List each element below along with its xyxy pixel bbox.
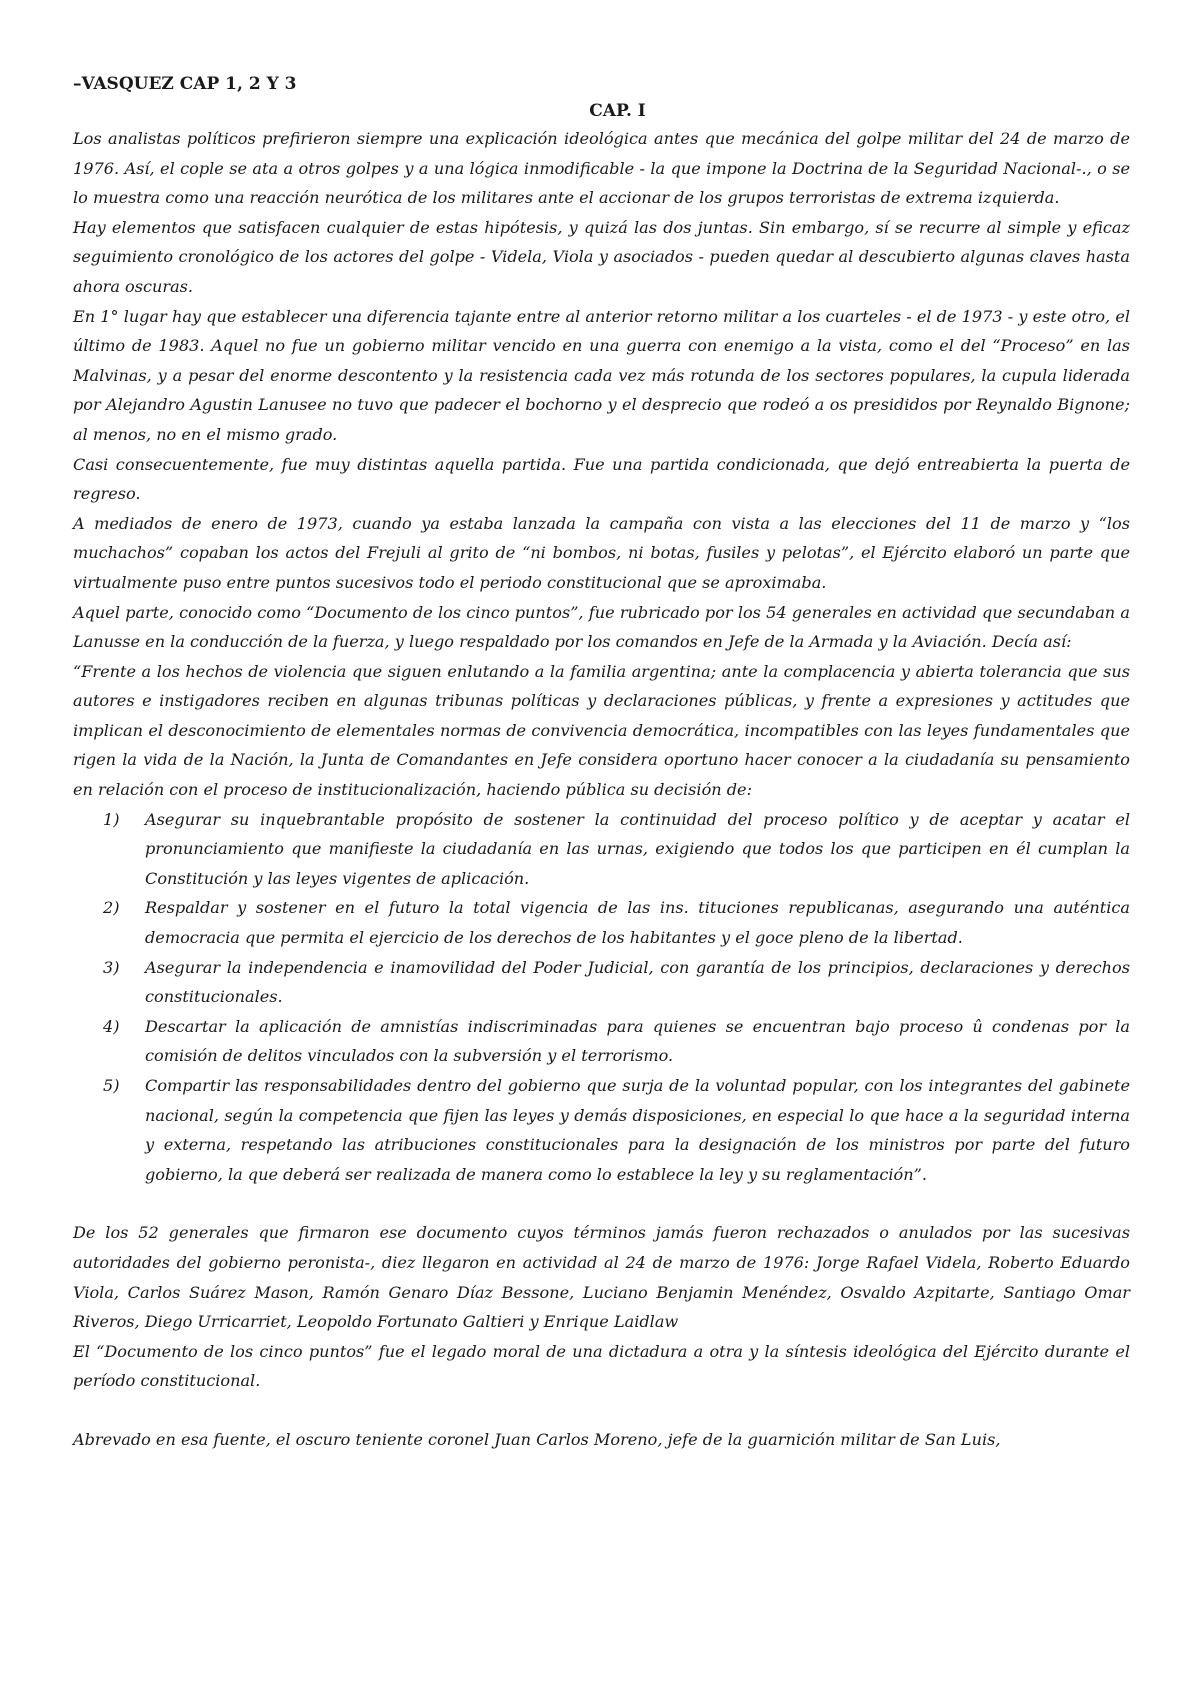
list-item-text: Respaldar y sostener en el futuro la total vigencia de las ins. tituciones republicanas, asegurando una auténtica democracia que permita el ejercicio de los derechos de los habitantes y el goce pleno de la libertad.	[145, 898, 1130, 948]
paragraph: Los analistas políticos prefirieron siempre una explicación ideológica antes que mecánica del golpe militar del 24 de marzo de 1976. Así, el cople se ata a otros golpes y a una lógica inmodificable - la que impone la Doctrina de la Seguridad Nacional-., o se lo muestra como una reacción neurótica de los militares ante el accionar de los grupos terroristas de extrema izquierda.	[73, 129, 1130, 208]
list-item	[103, 805, 1130, 894]
paragraph-spacer	[73, 1396, 1130, 1425]
list-item-text: Descartar la aplicación de amnistías indiscriminadas para quienes se encuentran bajo proceso û condenas por la comisión de delitos vinculados con la subversión y el terrorismo.	[145, 1016, 1130, 1066]
list-item-text: Asegurar su inquebrantable propósito de sostener la continuidad del proceso político y de aceptar y acatar el pronunciamiento que manifieste la ciudadanía en las urnas, exigiendo que todos los que participen en él cumplan la Constitución y las leyes vigentes de aplicación.	[145, 809, 1130, 888]
paragraph: A mediados de enero de 1973, cuando ya estaba lanzada la campaña con vista a las elecciones del 11 de marzo y “los muchachos” copaban los actos del Frejuli al grito de “ni bombos, ni botas, fusiles y pelotas”, el Ejército elaboró un parte que virtualmente puso entre puntos sucesivos todo el periodo constitucional que se aproximaba.	[73, 513, 1130, 592]
list-item	[103, 1012, 1130, 1071]
quote-paragraph: “Frente a los hechos de violencia que siguen enlutando a la familia argentina; ante la complacencia y abierta tolerancia que sus autores e instigadores reciben en algunas tribunas políticas y declaraciones públicas, y frente a expresiones y actitudes que implican el desconocimiento de elementales normas de convivencia democrática, incompatibles con las leyes fundamentales que rigen la vida de la Nación, la Junta de Comandantes en Jefe considera oportuno hacer conocer a la ciudadanía su pensamiento en relación con el proceso de institucionalización, haciendo pública su decisión de:	[73, 661, 1130, 800]
list-item-number: 1)	[103, 809, 120, 829]
chapter-heading: CAP. I	[589, 101, 646, 121]
list-item-number: 5)	[103, 1076, 120, 1095]
paragraph: El “Documento de los cinco puntos” fue el legado moral de una dictadura a otra y la síntesis ideológica del Ejército durante el período constitucional.	[73, 1341, 1130, 1391]
list-item-text: Asegurar la independencia e inamovilidad del Poder Judicial, con garantía de los principios, declaraciones y derechos constitucionales.	[145, 957, 1130, 1007]
paragraph-spacer	[73, 1189, 1130, 1218]
document-title: –VASQUEZ CAP 1, 2 Y 3	[73, 74, 297, 94]
paragraph: Hay elementos que satisfacen cualquier de estas hipótesis, y quizá las dos juntas. Sin embargo, sí se recurre al simple y eficaz seguimiento cronológico de los actores del golpe - Videla, Viola y asociados - pueden quedar al descubierto algunas claves hasta ahora oscuras.	[73, 217, 1130, 296]
body-text	[73, 124, 1130, 1455]
list-item-number: 2)	[103, 898, 120, 918]
five-points-list	[73, 805, 1130, 1190]
paragraph: De los 52 generales que firmaron ese documento cuyos términos jamás fueron rechazados o anulados por las sucesivas autoridades del gobierno peronista-, diez llegaron en actividad al 24 de marzo de 1976: Jorge Rafael Videla, Roberto Eduardo Viola, Carlos Suárez Mason, Ramón Genaro Díaz Bessone, Luciano Benjamin Menéndez, Osvaldo Azpitarte, Santiago Omar Riveros, Diego Urricarriet, Leopoldo Fortunato Galtieri y Enrique Laidlaw	[73, 1223, 1130, 1332]
list-item	[103, 953, 1130, 1012]
list-item	[103, 893, 1130, 952]
paragraph: Casi consecuentemente, fue muy distintas aquella partida. Fue una partida condicionada, que dejó entreabierta la puerta de regreso.	[73, 454, 1130, 504]
list-item	[103, 1071, 1130, 1189]
list-item-text: Compartir las responsabilidades dentro del gobierno que surja de la voluntad popular, con los integrantes del gabinete nacional, según la competencia que fijen las leyes y demás disposiciones, en especial lo que hace a la seguridad interna y externa, respetando las atribuciones constitucionales para la designación de los ministros por parte del futuro gobierno, la que deberá ser realizada de manera como lo establece la ley y su reglamentación”.	[145, 1076, 1130, 1184]
paragraph: En 1° lugar hay que establecer una diferencia tajante entre al anterior retorno militar a los cuarteles - el de 1973 - y este otro, el último de 1983. Aquel no fue un gobierno militar vencido en una guerra con enemigo a la vista, como el del “Proceso” en las Malvinas, y a pesar del enorme descontento y la resistencia cada vez más rotunda de los sectores populares, la cupula liderada por Alejandro Agustin Lanusee no tuvo que padecer el bochorno y el desprecio que rodeó a os presididos por Reynaldo Bignone; al menos, no en el mismo grado.	[73, 306, 1130, 444]
paragraph: Aquel parte, conocido como “Documento de los cinco puntos”, fue rubricado por los 54 generales en actividad que secundaban a Lanusse en la conducción de la fuerza, y luego respaldado por los comandos en Jefe de la Armada y la Aviación. Decía así:	[73, 602, 1130, 652]
paragraph: Abrevado en esa fuente, el oscuro teniente coronel Juan Carlos Moreno, jefe de la guarnición militar de San Luis,	[73, 1429, 1001, 1449]
list-item-number: 3)	[103, 957, 120, 977]
list-item-number: 4)	[103, 1016, 120, 1036]
